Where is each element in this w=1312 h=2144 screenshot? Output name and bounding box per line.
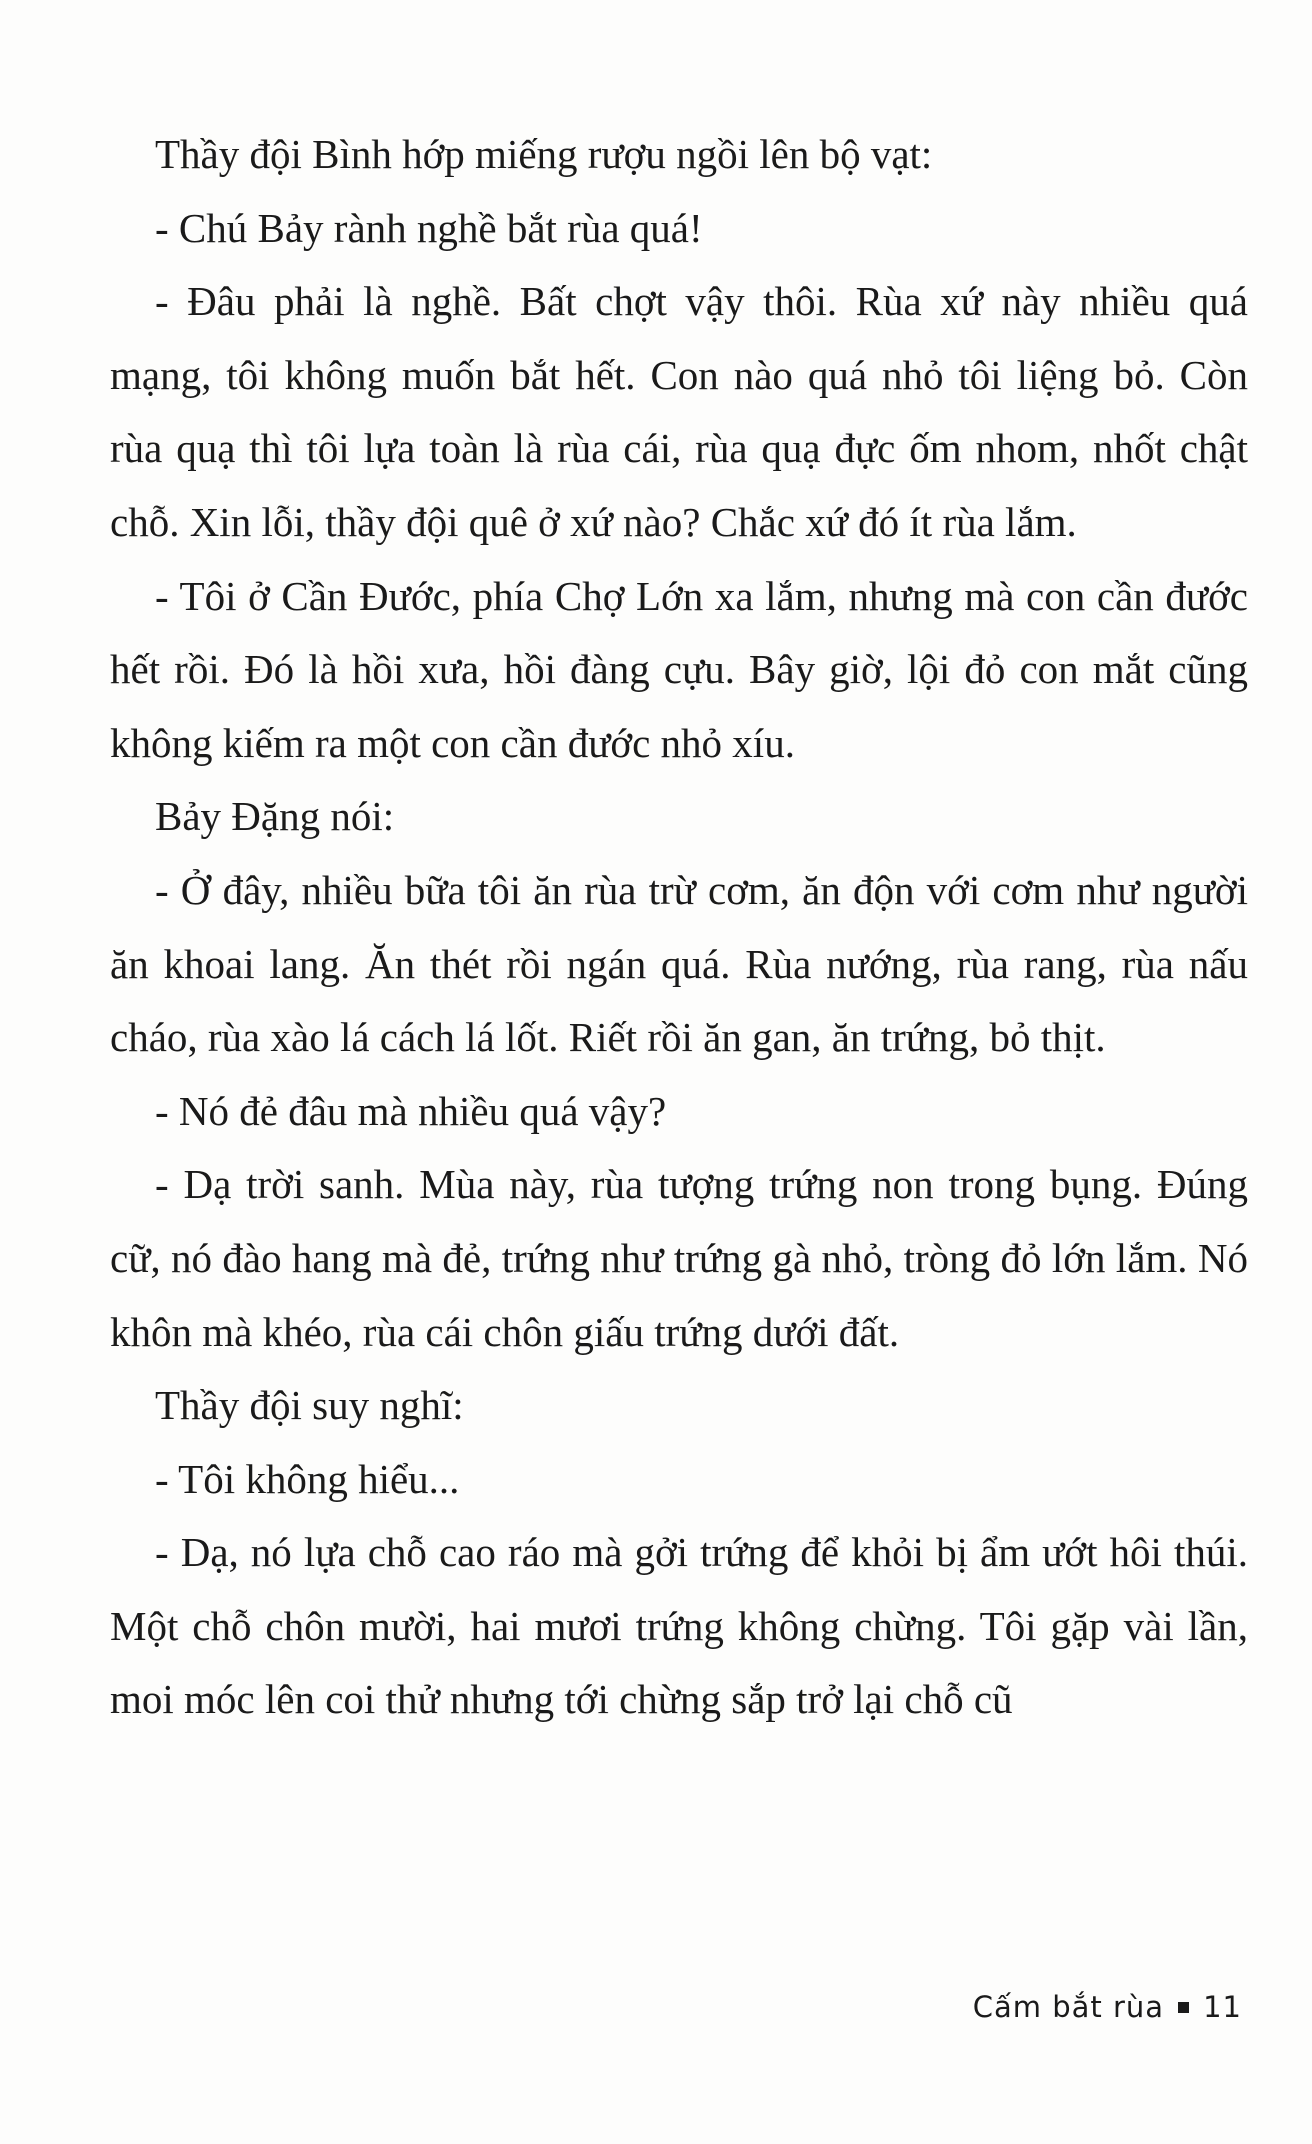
- bullet-separator-icon: [1178, 2002, 1189, 2013]
- paragraph-9: Thầy đội suy nghĩ:: [155, 1382, 464, 1429]
- paragraph-7: - Nó đẻ đâu mà nhiều quá vậy?: [155, 1087, 667, 1134]
- page-number: 11: [1203, 1990, 1242, 2024]
- paragraph-8: - Dạ trời sanh. Mùa này, rùa tượng trứng non trong bụng. Đúng cữ, nó đào hang mà đẻ, trứng như trứng gà nhỏ, tròng đỏ lớn lắm. Nó khôn mà khéo, rùa cái chôn giấu trứng dưới đất.: [110, 1161, 1248, 1355]
- paragraph-6: - Ở đây, nhiều bữa tôi ăn rùa trừ cơm, ăn độn với cơm như người ăn khoai lang. Ăn thét rồi ngán quá. Rùa nướng, rùa rang, rùa nấu cháo, rùa xào lá cách lá lốt. Riết rồi ăn gan, ăn trứng, bỏ thịt.: [110, 866, 1248, 1061]
- footer-title: Cấm bắt rùa: [972, 1990, 1165, 2024]
- paragraph-10: - Tôi không hiểu...: [155, 1455, 460, 1502]
- paragraph-3: - Đâu phải là nghề. Bất chợt vậy thôi. Rùa xứ này nhiều quá mạng, tôi không muốn bắt hết. Con nào quá nhỏ tôi liệng bỏ. Còn rùa quạ thì tôi lựa toàn là rùa cái, rùa quạ đực ốm nhom, nhốt chật chỗ. Xin lỗi, thầy đội quê ở xứ nào? Chắc xứ đó ít rùa lắm.: [110, 278, 1248, 545]
- paragraph-11: - Dạ, nó lựa chỗ cao ráo mà gởi trứng để khỏi bị ẩm ướt hôi thúi. Một chỗ chôn mười, hai mươi trứng không chừng. Tôi gặp vài lần, moi móc lên coi thử nhưng tới chừng sắp trở lại chỗ cũ: [110, 1529, 1248, 1723]
- running-footer: [973, 1990, 1242, 2024]
- body-text: [110, 118, 1248, 1737]
- paragraph-2: - Chú Bảy rành nghề bắt rùa quá!: [155, 204, 703, 251]
- paragraph-5: Bảy Đặng nói:: [155, 793, 395, 840]
- paragraph-4: - Tôi ở Cần Đước, phía Chợ Lớn xa lắm, nhưng mà con cần đước hết rồi. Đó là hồi xưa, hồi đàng cựu. Bây giờ, lội đỏ con mắt cũng không kiếm ra một con cần đước nhỏ xíu.: [110, 572, 1248, 766]
- paragraph-1: Thầy đội Bình hớp miếng rượu ngồi lên bộ vạt:: [155, 131, 933, 177]
